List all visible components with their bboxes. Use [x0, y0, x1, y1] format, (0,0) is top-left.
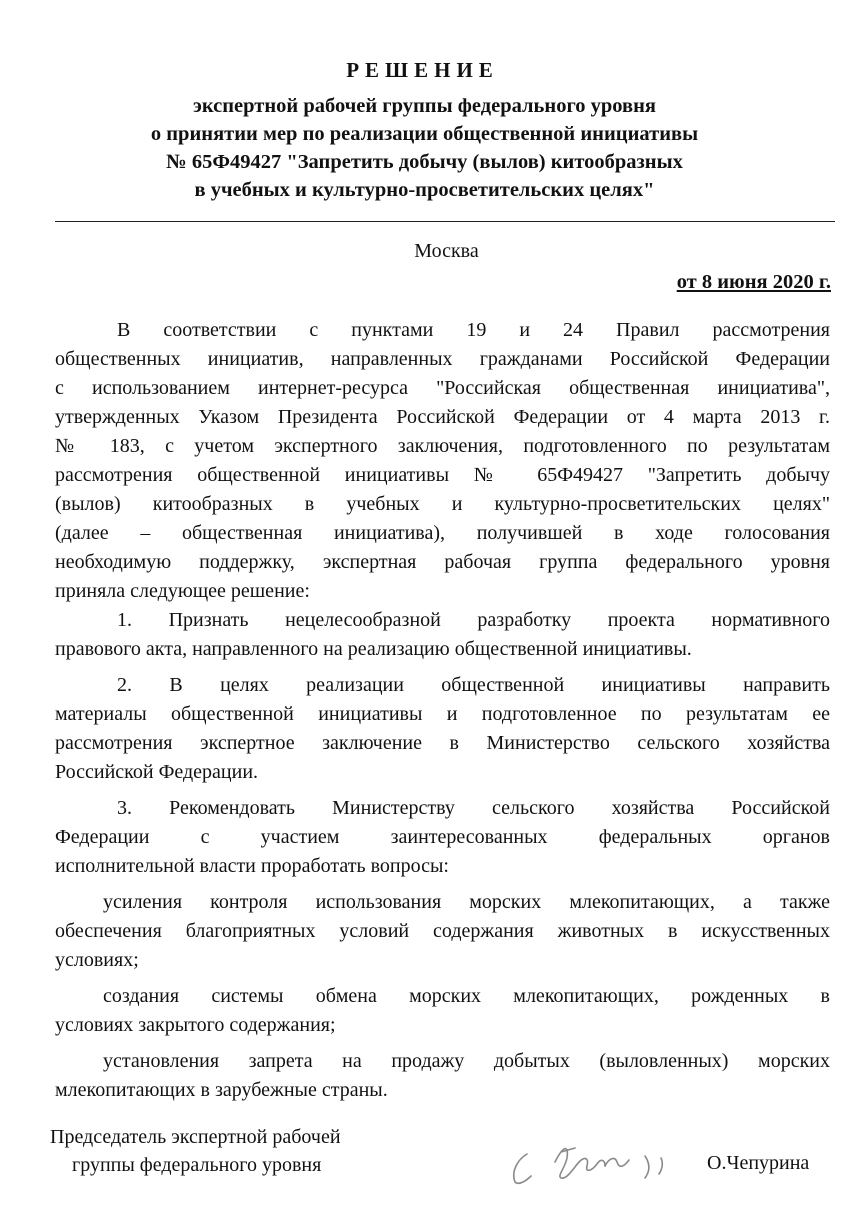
item-2-line: материалы общественной инициативы и подготовленное по результатам ее [55, 703, 830, 725]
subtitle-line: о принятии мер по реализации общественной инициативы [150, 123, 699, 145]
document-city: Москва [414, 240, 479, 262]
subtitle-line: № 65Ф49427 "Запретить добычу (вылов) китообразных [166, 151, 683, 173]
item-1-line: правового акта, направленного на реализацию общественной инициативы. [55, 638, 692, 660]
sub-item-3-line: установления запрета на продажу добытых (выловленных) морских [103, 1050, 830, 1072]
sub-item-1-line: условиях; [55, 949, 139, 971]
sub-item-1-line: усиления контроля использования морских млекопитающих, а также [103, 891, 830, 913]
item-3-line: Федерации с участием заинтересованных федеральных органов [55, 826, 830, 848]
header-divider [55, 221, 835, 222]
document-subtitle [0, 92, 849, 204]
item-2-line: рассмотрения экспертное заключение в Министерство сельского хозяйства [55, 732, 830, 754]
subtitle-line: экспертной рабочей группы федерального уровня [192, 95, 656, 117]
subtitle-line: в учебных и культурно-просветительских целях" [194, 179, 655, 201]
document-body [55, 316, 830, 1105]
paragraph-line: с использованием интернет-ресурса "Российская общественная инициатива", [55, 377, 830, 399]
paragraph-line: рассмотрения общественной инициативы № 65Ф49427 "Запретить добычу [55, 464, 830, 486]
position-line: группы федерального уровня [72, 1154, 322, 1176]
sub-item-2-line: создания системы обмена морских млекопитающих, рожденных в [103, 985, 830, 1007]
handwritten-signature [505, 1132, 705, 1192]
paragraph-line: (далее – общественная инициатива), получившей в ходе голосования [55, 522, 830, 544]
item-3-line: исполнительной власти проработать вопросы: [55, 855, 449, 877]
sub-item-3-line: млекопитающих в зарубежные страны. [55, 1079, 388, 1101]
paragraph-line: В соответствии с пунктами 19 и 24 Правил рассмотрения [117, 319, 830, 341]
sub-item-2-line: условиях закрытого содержания; [55, 1014, 336, 1036]
signatory-position [50, 1123, 341, 1179]
item-3-line: 3. Рекомендовать Министерству сельского хозяйства Российской [117, 797, 830, 819]
paragraph-line: (вылов) китообразных в учебных и культурно-просветительских целях" [55, 493, 830, 515]
item-2-line: 2. В целях реализации общественной инициативы направить [117, 674, 830, 696]
paragraph-line: приняла следующее решение: [55, 580, 310, 602]
position-line: Председатель экспертной рабочей [50, 1126, 341, 1148]
item-2-line: Российской Федерации. [55, 761, 259, 783]
paragraph-line: № 183, с учетом экспертного заключения, подготовленного по результатам [55, 435, 830, 457]
document-title: РЕШЕНИЕ [346, 58, 499, 82]
paragraph-line: утвержденных Указом Президента Российской Федерации от 4 марта 2013 г. [55, 406, 830, 428]
signatory-name: О.Чепурина [707, 1152, 810, 1174]
paragraph-line: общественных инициатив, направленных гражданами Российской Федерации [55, 348, 830, 370]
item-1-line: 1. Признать нецелесообразной разработку проекта нормативного [117, 609, 830, 631]
paragraph-line: необходимую поддержку, экспертная рабочая группа федерального уровня [55, 551, 830, 573]
sub-item-1-line: обеспечения благоприятных условий содержания животных в искусственных [55, 920, 830, 942]
document-date: от 8 июня 2020 г. [676, 271, 831, 293]
